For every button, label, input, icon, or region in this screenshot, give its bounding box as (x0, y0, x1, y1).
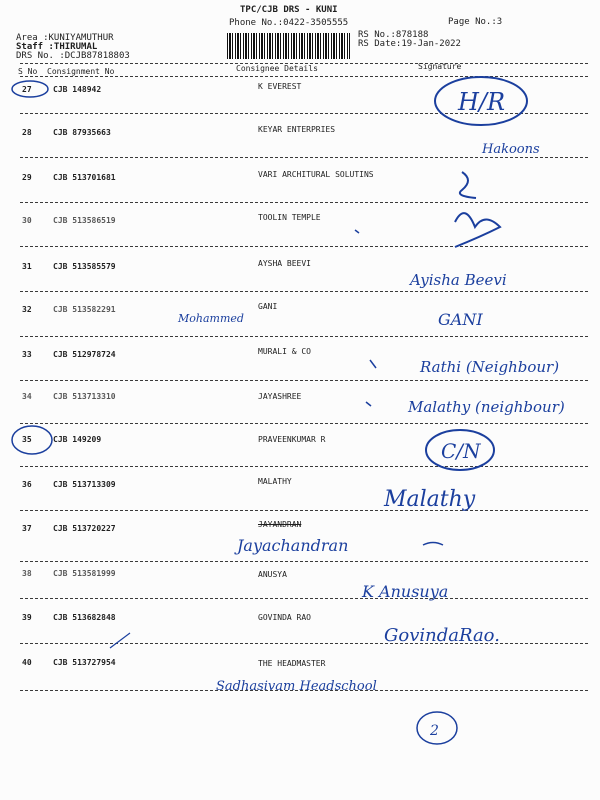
row-consignee: VARI ARCHITURAL SOLUTINS (258, 170, 374, 179)
col-sno: S No (18, 67, 38, 76)
row-consignment: CJB 513720227 (53, 524, 116, 533)
row-consignment: CJB 512978724 (53, 350, 116, 359)
area-label: Area :KUNIYAMUTHUR (16, 33, 114, 43)
row-consignment: CJB 513586519 (53, 216, 116, 225)
row-consignee: ANUSYA (258, 570, 287, 579)
row-consignee: AYSHA BEEVI (258, 259, 311, 268)
row-divider (20, 690, 588, 691)
row-consignment: CJB 513713310 (53, 392, 116, 401)
pen-stroke (110, 633, 130, 648)
hw-anusuya: K Anusuya (362, 582, 449, 601)
row-divider (20, 643, 588, 644)
row-consignee: KEYAR ENTERPRIES (258, 125, 336, 134)
hw-aysha: Ayisha Beevi (410, 271, 507, 289)
hw-govinda: GovindaRao. (384, 625, 500, 646)
row-sno: 32 (22, 305, 32, 314)
hw-page-circle-number: 2 (430, 723, 439, 739)
row-consignment: CJB 513682848 (53, 613, 116, 622)
hw-jayashree: Malathy (neighbour) (408, 398, 565, 416)
page-circle (417, 712, 457, 744)
rs-date: RS Date:19-Jan-2022 (358, 39, 461, 49)
row-consignee: JAYASHREE (258, 392, 302, 401)
row-sno: 34 (22, 392, 32, 401)
signature-scribble-29 (460, 172, 476, 198)
col-consignment: Consignment No (47, 67, 115, 76)
hr-circle (435, 77, 527, 125)
tick-mark (370, 360, 376, 368)
tick-mark (366, 402, 371, 406)
row-sno: 31 (22, 262, 32, 271)
drs-number: DRS No. :DCJB87818803 (16, 51, 130, 61)
drs-title: TPC/CJB DRS - KUNI (240, 5, 338, 15)
hw-mohammed: Mohammed (178, 312, 244, 325)
row-divider (20, 423, 588, 424)
row-consignment: CJB 513582291 (53, 305, 116, 314)
row-sno: 29 (22, 173, 32, 182)
row-consignment: CJB 513581999 (53, 569, 116, 578)
row-consignment: CJB 513585579 (53, 262, 116, 271)
row-consignee: MALATHY (258, 477, 292, 486)
row-consignment: CJB 87935663 (53, 128, 111, 137)
hw-hakoons: Hakoons (482, 142, 540, 157)
row-divider (20, 157, 588, 158)
row-sno: 28 (22, 128, 32, 137)
hw-cn: C/N (441, 439, 481, 463)
row-sno: 27 (22, 85, 32, 94)
row-divider (20, 113, 588, 114)
row-divider (20, 246, 588, 247)
row-consignment: CJB 513727954 (53, 658, 116, 667)
signature-scribble-30 (455, 213, 500, 247)
row-sno: 40 (22, 658, 32, 667)
row-sno: 30 (22, 216, 32, 225)
hw-jayachandran: Jayachandran (237, 536, 349, 555)
rs-number: RS No.:878188 (358, 30, 429, 40)
row-divider (20, 336, 588, 337)
row-consignee: MURALI & CO (258, 347, 311, 356)
row-consignee: GANI (258, 302, 278, 311)
row-divider (20, 598, 588, 599)
row-consignment: CJB 513701681 (53, 173, 116, 182)
hw-hr: H/R (458, 88, 506, 116)
row-divider (20, 291, 588, 292)
row-consignee: TOOLIN TEMPLE (258, 213, 321, 222)
row-consignee: PRAVEENKUMAR R (258, 435, 326, 444)
hw-malathy: Malathy (384, 487, 476, 512)
row-divider (20, 510, 588, 511)
row-divider (20, 561, 588, 562)
row-sno: 36 (22, 480, 32, 489)
row-sno: 38 (22, 569, 32, 578)
row-consignee: K EVEREST (258, 82, 302, 91)
row-consignee: THE HEADMASTER (258, 659, 326, 668)
col-signature: Signature (418, 62, 462, 71)
barcode (227, 33, 350, 59)
row-divider (20, 466, 588, 467)
hw-gani: GANI (438, 310, 483, 329)
row-consignee: JAYANDRAN (258, 520, 302, 529)
row-sno: 39 (22, 613, 32, 622)
sno-35-circle (12, 426, 52, 454)
row-divider (20, 380, 588, 381)
pen-stroke (423, 543, 443, 546)
row-consignment: CJB 513713309 (53, 480, 116, 489)
hw-murali: Rathi (Neighbour) (420, 358, 560, 376)
row-consignment: CJB 149209 (53, 435, 102, 444)
row-sno: 33 (22, 350, 32, 359)
staff-label: Staff :THIRUMAL (16, 42, 98, 52)
row-consignee: GOVINDA RAO (258, 613, 311, 622)
column-divider (20, 76, 588, 77)
tick-mark (355, 230, 359, 233)
row-sno: 35 (22, 435, 32, 444)
page-number: Page No.:3 (448, 17, 503, 27)
phone-number: Phone No.:0422-3505555 (229, 18, 349, 28)
col-consignee: Consignee Details (236, 64, 318, 73)
row-sno: 37 (22, 524, 32, 533)
cn-circle (426, 430, 494, 470)
row-divider (20, 202, 588, 203)
hw-headmaster: Sadhasivam Headschool (216, 679, 377, 694)
row-consignment: CJB 148942 (53, 85, 102, 94)
